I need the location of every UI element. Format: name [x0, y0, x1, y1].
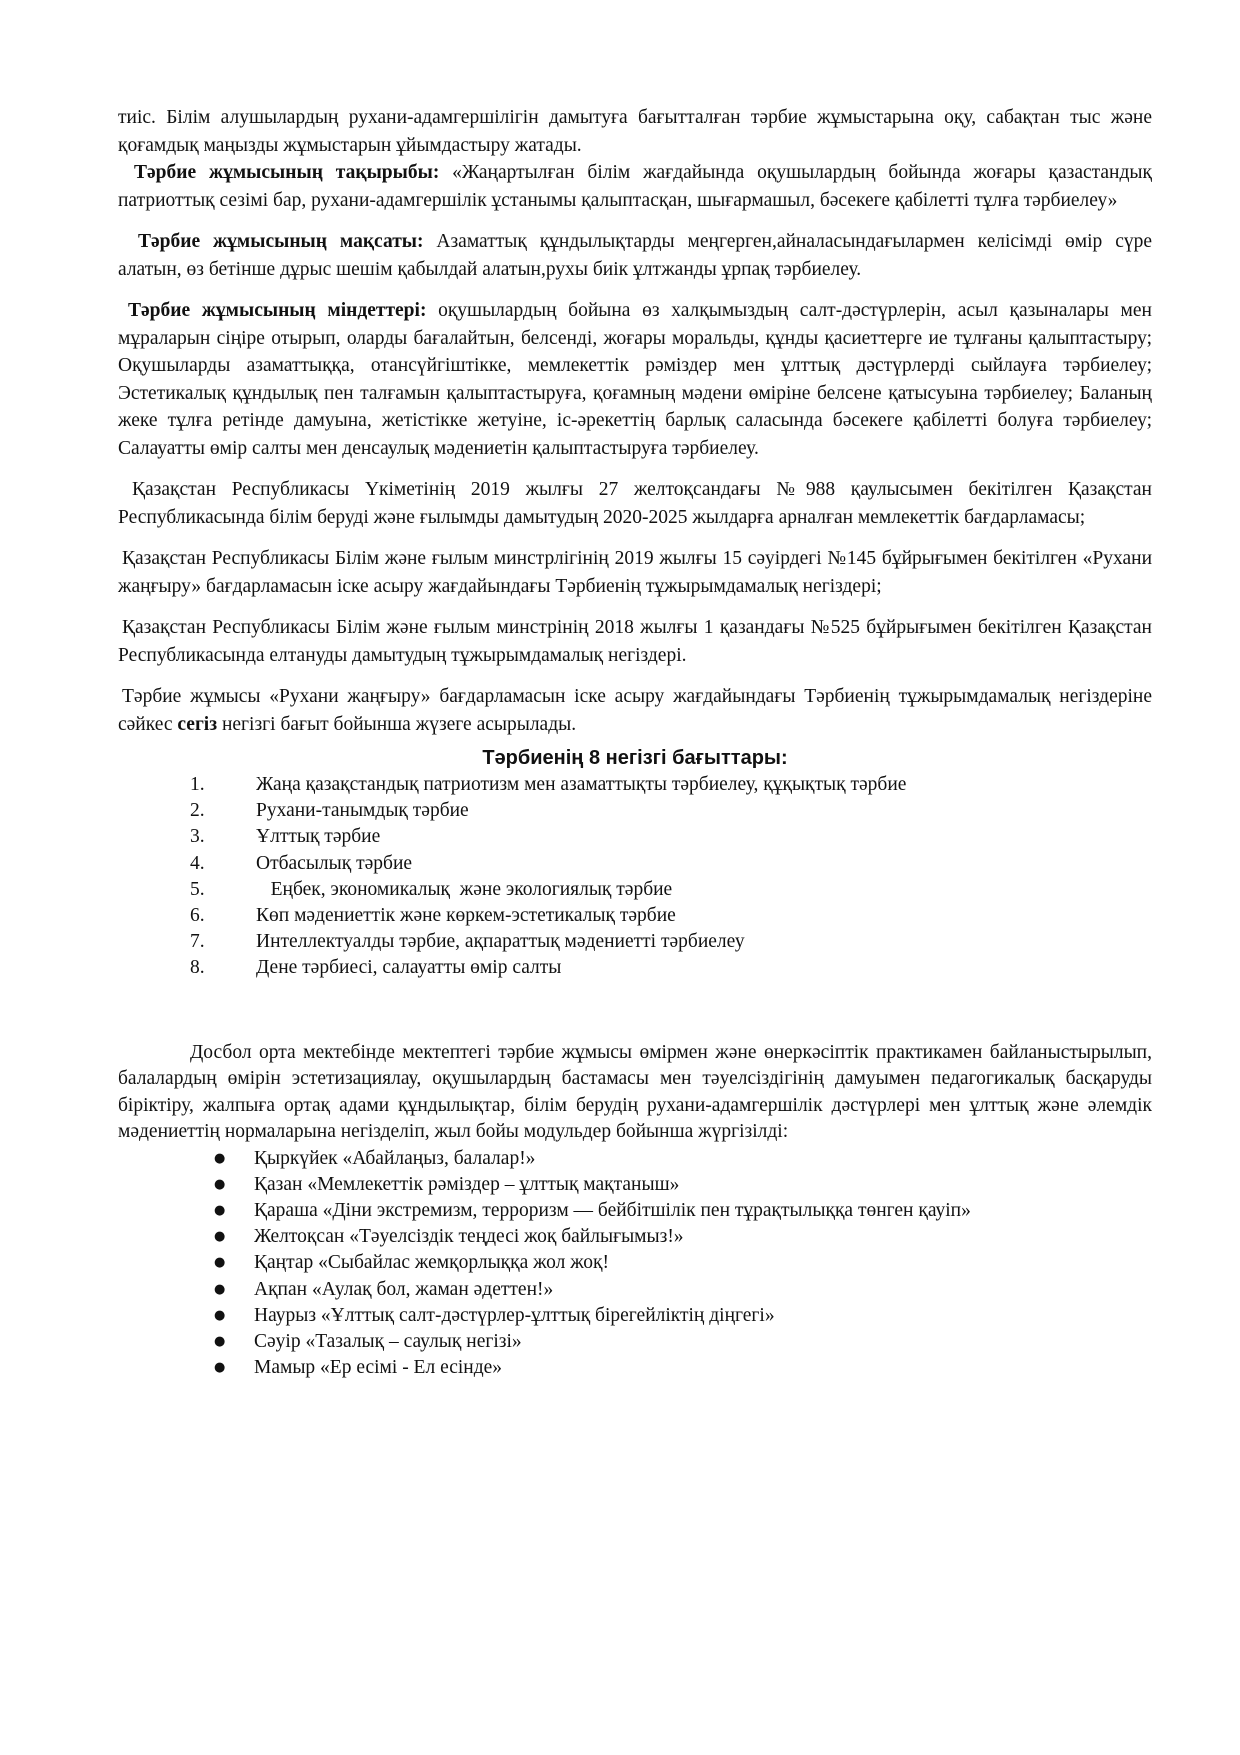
list-number: 8. — [190, 957, 205, 979]
list-item — [118, 1329, 1152, 1355]
implementation-paragraph — [118, 683, 1152, 738]
list-number: 3. — [190, 826, 205, 848]
list-item — [118, 1224, 1152, 1250]
bullet-icon: ● — [214, 1255, 226, 1271]
intro-paragraph: тиіс. Білім алушылардың рухани-адамгершілігін дамытуға бағытталған тәрбие жұмыстарына оқу, сабақтан тыс және қоғамдық маңызды жұмыстарын ұйымдастыру жатады. — [118, 107, 1152, 156]
tasks-text: оқушылардың бойына өз халқымыздың салт-дәстүрлерін, асыл қазыналары мен мұраларын сіңіре отырып, оларды бағалайтын, белсенді, жоғары моральды, құнды қасиеттерге ие тұлғаны қалыптастыру; Оқушыларды азаматтыққа, отансүйгіштікке, мемлекеттік рәміздер мен ұлттық дәстүрлерді сыйлауға тәрбиелеу; Эстетикалық құндылық пен талғамын қалыптастыруға, қоғамның мәдени өміріне белсене қатысуына тәрбиелеу; Баланың жеке тұлға ретінде дамуына, жетістікке жетуіне, іс-әрекеттің барлық саласында бәсекеге қабілетті болуға тәрбиелеу; Салауатты өмір салты мен денсаулық мәдениетін қалыптастыруға тәрбиелеу. — [118, 300, 1152, 459]
gov-decree-paragraph: Қазақстан Республикасы Үкіметінің 2019 жылғы 27 желтоқсандағы №988 қаулысымен бекітілген Қазақстан Республикасында білім беруді және ғылымды дамытудың 2020-2025 жылдарға арналған мемлекеттік бағдарламасы; — [118, 479, 1152, 528]
list-text: Қазан «Мемлекеттік рәміздер – ұлттық мақтаныш» — [254, 1173, 680, 1195]
list-text: Мамыр «Ер есімі - Ел есінде» — [254, 1357, 503, 1379]
list-text: Сәуір «Тазалық – саулық негізі» — [254, 1331, 522, 1353]
list-item — [118, 903, 1152, 929]
goal-text: Азаматтық құндылықтарды меңгерген,айналасындағылармен келісімді өмір сүре алатын, өз бетінше дұрыс шешім қабылдай алатын,рухы биік ұлтжанды ұрпақ тәрбиелеу. — [118, 231, 1152, 280]
list-text: Интеллектуалды тәрбие, ақпараттық мәдениетті тәрбиелеу — [256, 931, 745, 953]
list-item — [118, 929, 1152, 955]
bullet-icon: ● — [214, 1150, 226, 1166]
impl-text-start: Тәрбие жұмысы «Рухани жаңғыру» бағдарламасын іске асыру жағдайындағы Тәрбиенің тұжырымдамалық негіздеріне сәйкес — [118, 686, 1152, 735]
list-text: Қараша «Діни экстремизм, терроризм — бейбітшілік пен тұрақтылыққа төнген қауіп» — [254, 1200, 971, 1222]
bullet-icon: ● — [214, 1360, 226, 1376]
list-text: Отбасылық тәрбие — [256, 852, 413, 874]
list-text: Ақпан «Аулақ бол, жаман әдеттен!» — [254, 1278, 554, 1300]
tasks-label: Тәрбие жұмысының міндеттері: — [128, 300, 427, 321]
list-item — [118, 1277, 1152, 1303]
bullet-icon: ● — [214, 1203, 226, 1219]
list-item — [118, 772, 1152, 798]
directions-title: Тәрбиенің 8 негізгі бағыттары: — [482, 747, 788, 769]
directions-list — [118, 772, 1152, 982]
document-page — [118, 104, 1152, 1381]
list-number: 6. — [190, 905, 205, 927]
list-text: Қыркүйек «Абайлаңыз, балалар!» — [254, 1147, 536, 1169]
impl-bold-word: сегіз — [177, 713, 218, 735]
tasks-paragraph — [118, 297, 1152, 462]
list-text: Ұлттық тәрбие — [256, 826, 381, 848]
list-item — [118, 1172, 1152, 1198]
list-item — [118, 1250, 1152, 1276]
goal-paragraph — [118, 228, 1152, 283]
topic-label: Тәрбие жұмысының тақырыбы: — [134, 162, 440, 183]
list-text: Көп мәдениеттік және көркем-эстетикалық тәрбие — [256, 905, 676, 927]
list-text: Дене тәрбиесі, салауатты өмір салты — [256, 957, 562, 979]
order-525-paragraph: Қазақстан Республикасы Білім және ғылым минстрінің 2018 жылғы 1 қазандағы №525 бұйрығымен бекітілген Қазақстан Республикасында елтануды дамытудың тұжырымдамалық негіздері. — [118, 617, 1152, 666]
modules-list — [118, 1146, 1152, 1382]
list-number: 5. — [190, 878, 205, 900]
list-item — [118, 824, 1152, 850]
bullet-icon: ● — [214, 1281, 226, 1297]
list-item — [118, 1355, 1152, 1381]
topic-text: «Жаңартылған білім жағдайында оқушылардың бойында жоғары қазастандық патриоттық сезімі бар, рухани-адамгершілік ұстанымы қалыптасқан, шығармашыл, бәсекеге қабілетті тұлға тәрбиелеу» — [118, 162, 1152, 211]
list-item — [118, 1303, 1152, 1329]
list-text: Наурыз «Ұлттық салт-дәстүрлер-ұлттық бірегейліктің діңгегі» — [254, 1304, 775, 1326]
topic-paragraph — [118, 159, 1152, 214]
order-145-paragraph: Қазақстан Республикасы Білім және ғылым минстрлігінің 2019 жылғы 15 сәуірдегі №145 бұйрығымен бекітілген «Рухани жаңғыру» бағдарламасын іске асыру жағдайындағы Тәрбиенің тұжырымдамалық негіздері; — [118, 548, 1152, 597]
list-text: Еңбек, экономикалық және экологиялық тәрбие — [256, 878, 673, 900]
school-paragraph: Досбол орта мектебінде мектептегі тәрбие жұмысы өмірмен және өнеркәсіптік практикамен байланыстырылып, балалардың өмірін эстетизациялау, оқушылардың бастамасы мен тәуелсіздігінің дамуымен педагогикалық басқаруды біріктіру, жалпыға ортақ адами құндылықтар, білім берудің рухани-адамгершілік дәстүрлері мен ұлттық және әлемдік мәдениеттің нормаларына негізделіп, жыл бойы модульдер бойынша жүргізілді: — [118, 1041, 1152, 1143]
list-number: 1. — [190, 774, 205, 795]
list-item — [118, 1198, 1152, 1224]
bullet-icon: ● — [214, 1334, 226, 1350]
list-number: 4. — [190, 852, 205, 874]
list-text: Жаңа қазақстандық патриотизм мен азаматтықты тәрбиелеу, құқықтық тәрбие — [256, 774, 907, 795]
bullet-icon: ● — [214, 1176, 226, 1192]
list-number: 2. — [190, 800, 205, 822]
bullet-icon: ● — [214, 1307, 226, 1323]
list-item — [118, 851, 1152, 877]
list-text: Желтоқсан «Тәуелсіздік теңдесі жоқ байлығымыз!» — [254, 1226, 684, 1248]
list-item — [118, 798, 1152, 824]
impl-text-end: негізгі бағыт бойынша жүзеге асырылады. — [217, 713, 577, 735]
list-item — [118, 877, 1152, 903]
list-text: Қаңтар «Сыбайлас жемқорлыққа жол жоқ! — [254, 1252, 609, 1274]
bullet-icon: ● — [214, 1229, 226, 1245]
list-number: 7. — [190, 931, 205, 953]
list-text: Рухани-танымдық тәрбие — [256, 800, 469, 822]
list-item — [118, 1146, 1152, 1172]
goal-label: Тәрбие жұмысының мақсаты: — [138, 231, 424, 252]
list-item — [118, 955, 1152, 981]
